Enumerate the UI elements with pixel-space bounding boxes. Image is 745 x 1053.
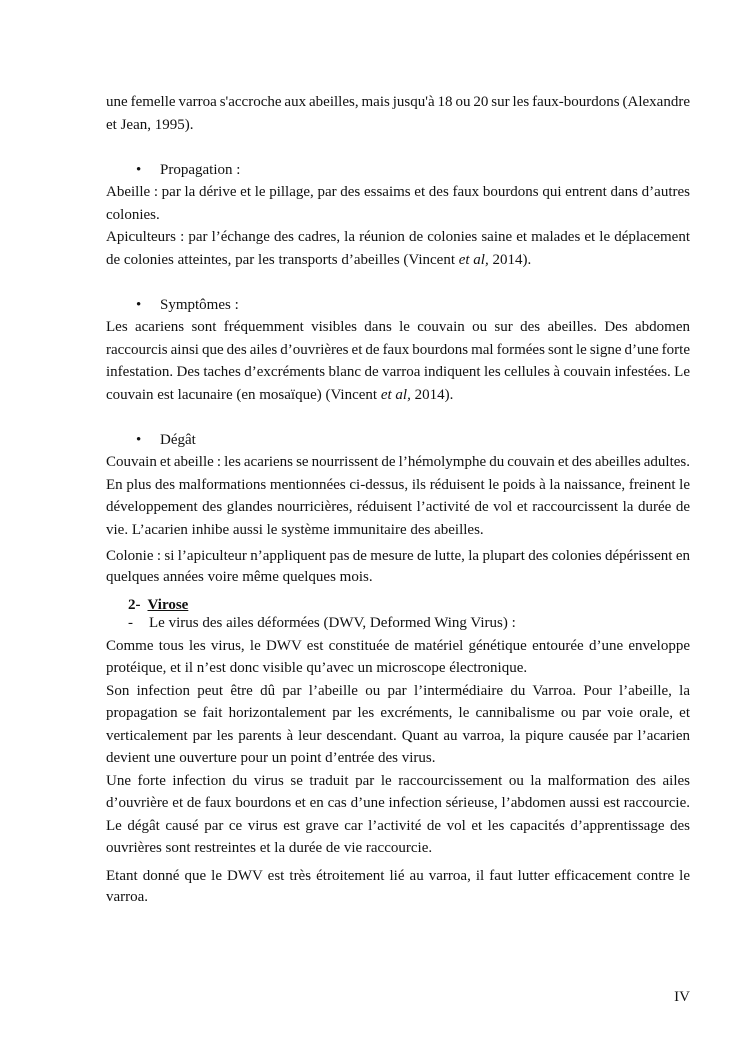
italic-citation: et al, <box>458 252 489 268</box>
bullet-icon: • <box>136 432 142 448</box>
text-line <box>106 547 690 565</box>
text-segment: développement des glandes nourricières, réduisent l’activité de vol et raccourcissent la durée de <box>106 499 690 515</box>
text-segment: quelques années voire même quelques mois. <box>106 569 373 585</box>
text-segment: devient une ouverture pour un point d’entrée des virus. <box>106 750 436 766</box>
text-line <box>106 206 690 224</box>
text-line <box>106 93 690 111</box>
text-segment: vie. L’acarien inhibe aussi le système immunitaire des abeilles. <box>106 522 484 538</box>
text-segment: de colonies atteintes, par les transports d’abeilles (Vincent <box>106 252 459 268</box>
text-line <box>106 772 690 790</box>
text-segment: Les acariens sont fréquemment visibles dans le couvain ou sur des abeilles. Des abdomen <box>106 319 690 335</box>
dash-marker: - <box>128 615 133 631</box>
text-line <box>106 498 690 516</box>
bullet-heading <box>136 161 240 179</box>
bullet-heading <box>136 431 196 449</box>
text-line <box>106 637 690 655</box>
text-segment: propagation se fait horizontalement par les excréments, le cannibalisme ou par voie orale, et <box>106 705 690 721</box>
text-line <box>106 568 690 586</box>
text-segment: Comme tous les virus, le DWV est constituée de matériel génétique entourée d’une enveloppe <box>106 638 690 654</box>
section-title: Virose <box>147 597 189 613</box>
dash-item <box>128 614 516 632</box>
text-line <box>106 794 690 812</box>
text-line <box>106 318 690 336</box>
text-segment: Une forte infection du virus se traduit par le raccourcissement ou la malformation des ailes <box>106 773 690 789</box>
text-line <box>106 453 690 471</box>
text-line <box>106 704 690 722</box>
dash-item-text: Le virus des ailes déformées (DWV, Deformed Wing Virus) : <box>149 615 516 631</box>
bullet-heading <box>136 296 239 314</box>
text-line <box>106 888 690 906</box>
text-line <box>106 251 690 269</box>
text-line <box>106 341 690 359</box>
bullet-heading-text: Symptômes : <box>160 297 239 313</box>
bullet-heading-text: Propagation : <box>160 162 241 178</box>
text-line <box>106 228 690 246</box>
text-segment: Couvain et abeille : les acariens se nourrissent de l’hémolymphe du couvain et des abeilles adultes. <box>106 454 690 470</box>
text-segment: raccourcis ainsi que des ailes d’ouvrières et de faux bourdons mal formées sont le signe d’une forte <box>106 342 690 358</box>
text-segment: protéique, et il n’est donc visible qu’avec un microscope électronique. <box>106 660 528 676</box>
italic-citation: et al, <box>380 387 411 403</box>
bullet-heading-text: Dégât <box>160 432 196 448</box>
text-line <box>106 116 690 134</box>
text-line <box>106 476 690 494</box>
text-line <box>106 727 690 745</box>
text-line <box>106 749 690 767</box>
text-line <box>106 363 690 381</box>
text-line <box>106 682 690 700</box>
text-line <box>106 521 690 539</box>
section-heading <box>128 596 188 614</box>
text-line <box>106 839 690 857</box>
text-segment: 2014). <box>488 252 532 268</box>
text-segment: Abeille : par la dérive et le pillage, par des essaims et des faux bourdons qui entrent dans d’autres <box>106 184 690 200</box>
text-segment: verticalement par les parents à leur descendant. Quant au varroa, la piqure causée par l’acarien <box>106 728 690 744</box>
bullet-icon: • <box>136 297 142 313</box>
text-line <box>106 659 690 677</box>
text-segment: Colonie : si l’apiculteur n’appliquent pas de mesure de lutte, la plupart des colonies dépérissent en <box>106 548 690 564</box>
text-segment: En plus des malformations mentionnées ci-dessus, ils réduisent le poids à la naissance, freinent le <box>106 477 690 493</box>
text-segment: 2014). <box>410 387 454 403</box>
text-segment: couvain est lacunaire (en mosaïque) (Vincent <box>106 387 381 403</box>
text-segment: Apiculteurs : par l’échange des cadres, la réunion de colonies saine et malades et le déplacement <box>106 229 690 245</box>
text-line <box>106 817 690 835</box>
text-segment: Le dégât causé par ce virus est grave car l’activité de vol et les capacités d’apprentissage des <box>106 818 690 834</box>
text-segment: infestation. Des taches d’excréments blanc de varroa indiquent les cellules à couvain infestées. Le <box>106 364 690 380</box>
text-segment: varroa. <box>106 889 149 905</box>
text-segment: Etant donné que le DWV est très étroitement lié au varroa, il faut lutter efficacement contre le <box>106 868 690 884</box>
text-segment: colonies. <box>106 207 160 223</box>
text-line <box>106 867 690 885</box>
text-line <box>106 183 690 201</box>
section-number: 2- <box>128 597 141 613</box>
bullet-icon: • <box>136 162 142 178</box>
text-segment: ouvrières sont restreintes et la durée de vie raccourcie. <box>106 840 433 856</box>
text-segment: d’ouvrière et de faux bourdons et en cas d’une infection sérieuse, l’abdomen aussi est raccourcie. <box>106 795 690 811</box>
text-segment: et Jean, 1995). <box>106 117 194 133</box>
page-number: IV <box>674 989 690 1005</box>
text-segment: une femelle varroa s'accroche aux abeilles, mais jusqu'à 18 ou 20 sur les faux-bourdons (Alexandre <box>106 94 690 110</box>
text-segment: Son infection peut être dû par l’abeille ou par l’intermédiaire du Varroa. Pour l’abeille, la <box>106 683 690 699</box>
text-line <box>106 386 690 404</box>
